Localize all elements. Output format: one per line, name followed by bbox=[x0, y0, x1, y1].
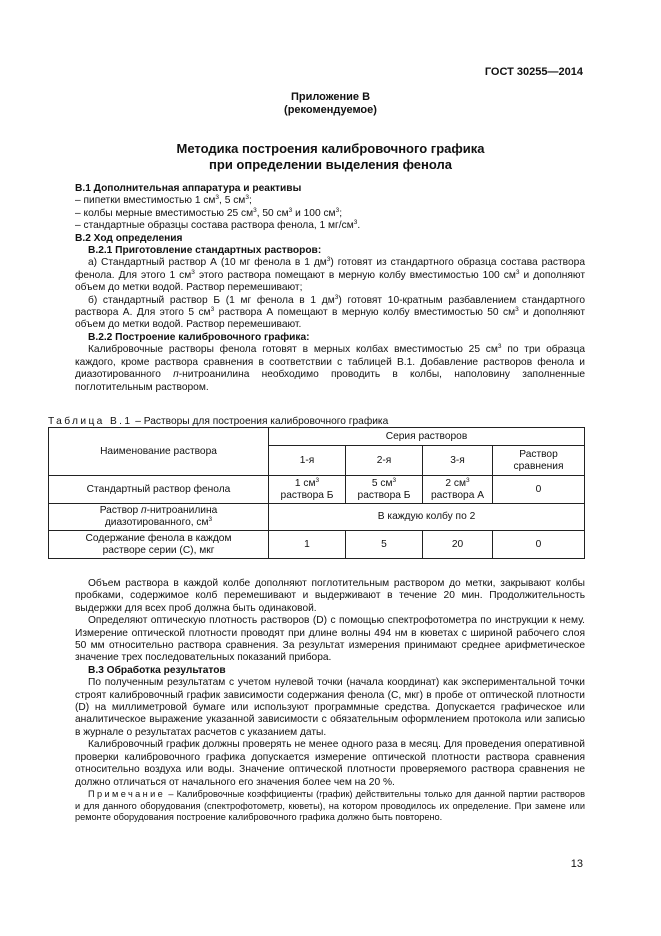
body-section-2 bbox=[75, 578, 585, 824]
body-section-1 bbox=[75, 183, 585, 394]
section-b21-heading: В.2.1 Приготовление стандартных растворов: bbox=[88, 245, 322, 257]
table-cell: 20 bbox=[423, 531, 493, 559]
table-cell: Содержание фенола в каждом растворе серии (С), мкг bbox=[49, 531, 269, 559]
paragraph: Калибровочный график должны проверять не менее одного раза в месяц. Для проведения оперативной проверки калибровочного графика допускается измерение оптической плотности раствора сравнения относительно воздуха или воды. Значение оптической плотности проверяемого раствора сравнения не должно отличаться от начального его значения более чем на 20 %. bbox=[75, 739, 585, 788]
table-caption: Таблица В.1 – Растворы для построения калибровочного графика bbox=[48, 416, 389, 427]
table-header-name: Наименование раствора bbox=[49, 428, 269, 476]
table-cell: Стандартный раствор фенола bbox=[49, 476, 269, 504]
table-cell: Раствор п-нитроанилина диазотированного, $см^3$ bbox=[49, 504, 269, 531]
table-header-series-3: 3-я bbox=[423, 446, 493, 476]
table-header-series-2: 2-я bbox=[346, 446, 423, 476]
appendix-subtitle: (рекомендуемое) bbox=[284, 104, 377, 116]
table-cell: 0 bbox=[493, 476, 585, 504]
table-header-series-1: 1-я bbox=[269, 446, 346, 476]
solutions-table bbox=[48, 427, 585, 559]
note: Примечание – Калибровочные коэффициенты (график) действительны только для данной партии растворов и для данного оборудования (спектрофотометр, кюветы), на котором проводилось их определение. При замене или ремонте оборудования построение калибровочного графика должно быть повторено. bbox=[75, 788, 585, 823]
table-row bbox=[49, 504, 585, 531]
appendix-title: Приложение В bbox=[290, 91, 371, 103]
main-title-line1: Методика построения калибровочного графика bbox=[176, 141, 485, 156]
document-code: ГОСТ 30255—2014 bbox=[484, 66, 583, 78]
list-item: – колбы мерные вместимостью 25 $см^3$, 50 $см^3$ и 100 $см^3$; bbox=[75, 206, 343, 219]
table-header-reference: Раствор сравнения bbox=[493, 446, 585, 476]
main-title bbox=[0, 141, 661, 173]
paragraph-b22: Калибровочные растворы фенола готовят в мерных колбах вместимостью 25 $см^3$ по три образца каждого, кроме раствора сравнения в соответствии с таблицей В.1. Добавление растворов фенола и диазотированного п-нитроанилина необходимо проводить в колбы, наполовину заполненные поглотительным раствором. bbox=[75, 343, 585, 393]
main-title-line2: при определении выделения фенола bbox=[209, 157, 452, 172]
appendix-heading bbox=[0, 91, 661, 117]
table-row bbox=[49, 476, 585, 504]
table-row bbox=[49, 531, 585, 559]
table-cell: 2 $см^3$ раствора А bbox=[423, 476, 493, 504]
section-b22-heading: В.2.2 Построение калибровочного графика: bbox=[88, 331, 310, 343]
table-cell: 1 bbox=[269, 531, 346, 559]
paragraph-a: а) Стандартный раствор А (10 мг фенола в 1 $дм^3$) готовят из стандартного образца состава раствора фенола. Для этого 1 $см^3$ этого раствора помещают в мерную колбу вместимостью 100 $см^3$ и дополняют объем до метки водой. Раствор перемешивают; bbox=[75, 256, 586, 294]
table-cell: 5 bbox=[346, 531, 423, 559]
section-b1-heading: В.1 Дополнительная аппаратура и реактивы bbox=[75, 183, 302, 194]
page-number: 13 bbox=[570, 858, 583, 870]
paragraph-b: б) стандартный раствор Б (1 мг фенола в 1 $дм^3$) готовят 10-кратным разбавлением стандартного раствора А. Для этого 5 $см^3$ раствора А помещают в мерную колбу вместимостью 50 $см^3$ и дополняют объем до метки водой. Раствор перемешивают. bbox=[75, 293, 585, 331]
table-header-series: Серия растворов bbox=[269, 428, 585, 446]
paragraph: Определяют оптическую плотность растворов (D) с помощью спектрофотометра по инструкции к нему. Измерение оптической плотности проводят при длине волны 494 нм в кюветах с шириной рабочего слоя 50 мм относительно раствора сравнения. За результат измерения принимают среднее арифметическое значение трех последовательных показаний прибора. bbox=[75, 615, 585, 664]
table-cell: 5 $см^3$ раствора Б bbox=[346, 476, 423, 504]
table-cell: В каждую колбу по 2 bbox=[269, 504, 585, 531]
section-b3-heading: В.3 Обработка результатов bbox=[88, 664, 226, 676]
table-cell: 1 $см^3$ раствора Б bbox=[269, 476, 346, 504]
section-b2-heading: В.2 Ход определения bbox=[75, 232, 183, 244]
paragraph: По полученным результатам с учетом нулевой точки (начала координат) как экспериментальной точки строят калибровочный график зависимости содержания фенола (С, мкг) в пробе от оптической плотности (D) на миллиметровой бумаге или используют программные средства. Допускается графическое или аналитическое выражение указанной зависимости с обязательным оформлением протокола или записью в журнале о результатах расчетов с указанием даты. bbox=[75, 677, 585, 738]
paragraph: Объем раствора в каждой колбе дополняют поглотительным раствором до метки, закрывают колбы пробками, содержимое колб перемешивают и выдерживают в течение 20 мин. Продолжительность выдержки для всех проб должна быть одинаковой. bbox=[75, 578, 585, 614]
table-cell: 0 bbox=[493, 531, 585, 559]
list-item: – стандартные образцы состава раствора фенола, 1 $мг/см^3$. bbox=[75, 219, 361, 232]
list-item: – пипетки вместимостью 1 $см^3$, 5 $см^3$; bbox=[75, 194, 252, 207]
